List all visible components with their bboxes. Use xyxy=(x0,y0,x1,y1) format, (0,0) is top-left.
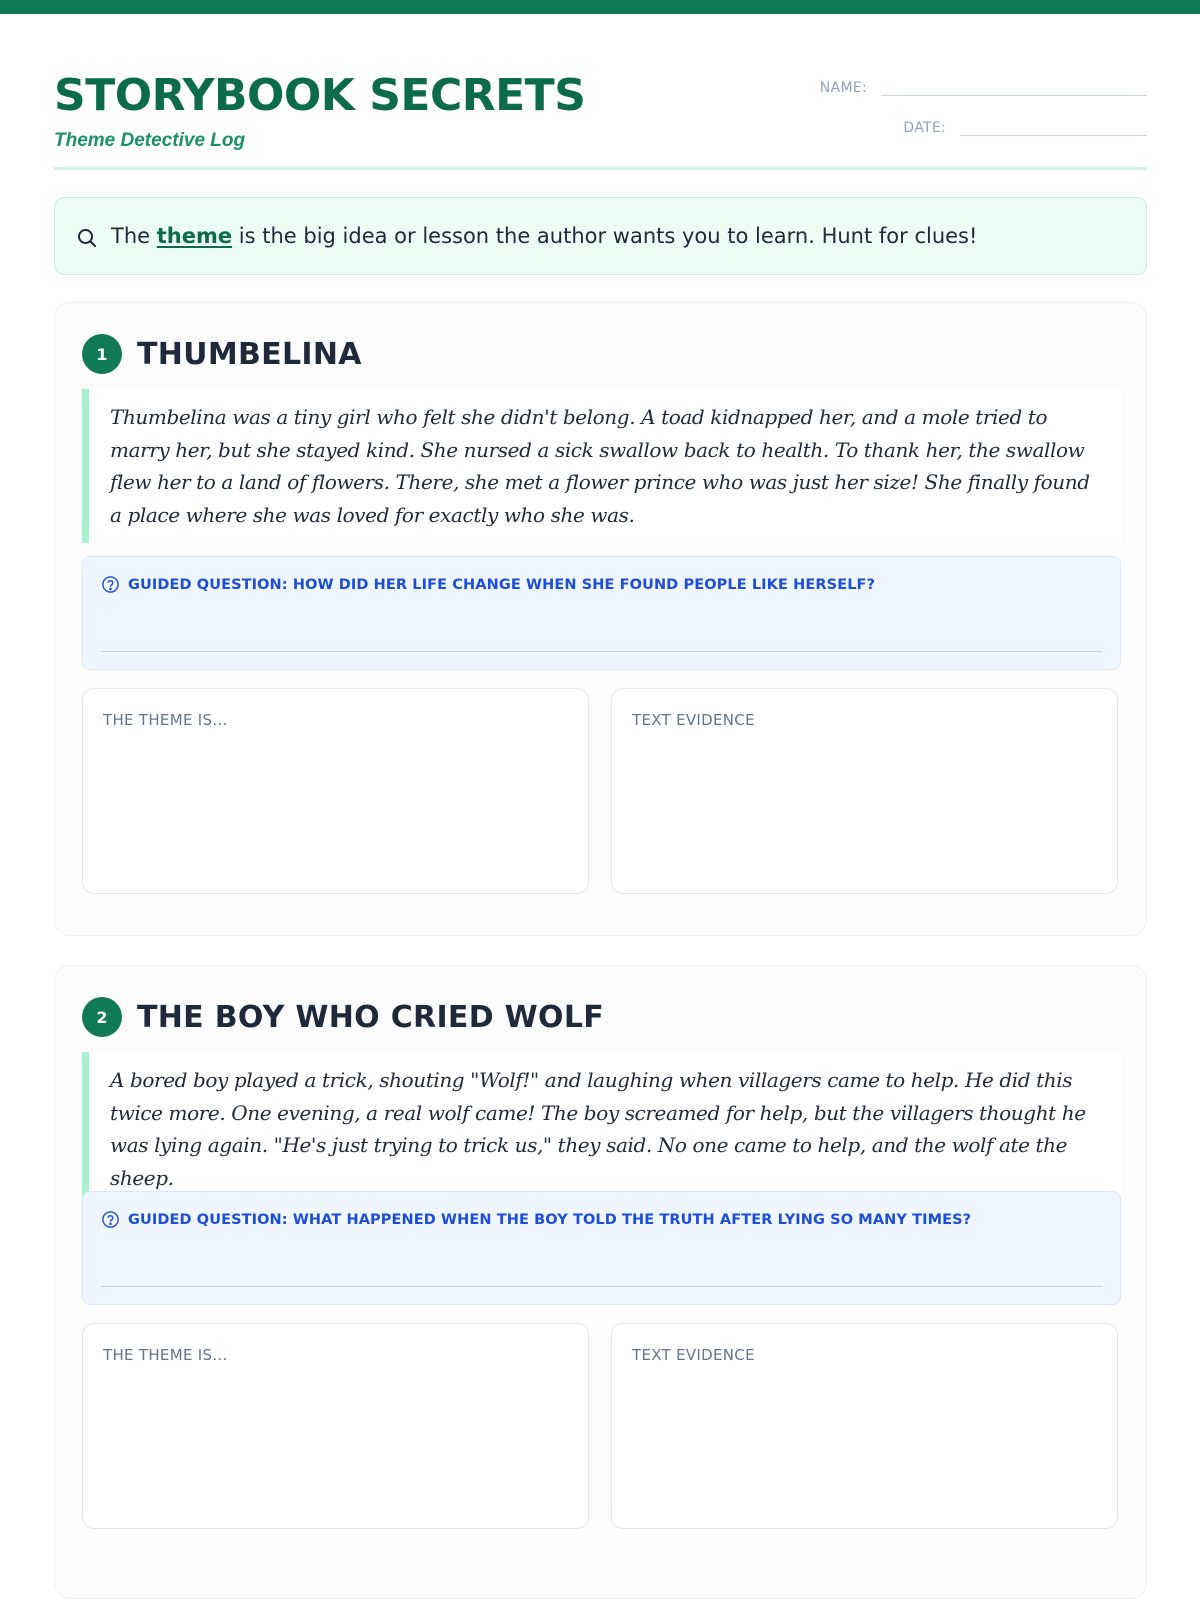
passage-text: A bored boy played a trick, shouting "Wolf!" and laughing when villagers came to help. He did this twice more. One evening, a real wolf came! The boy screamed for help, but the villagers thought he was lying again. "He's just trying to trick us," they said. No one came to help, and the wolf ate the sheep. xyxy=(110,1068,1086,1190)
date-field[interactable] xyxy=(903,114,1147,136)
theme-definition-text xyxy=(111,224,977,248)
answer-line[interactable] xyxy=(101,651,1102,652)
page-title: STORYBOOK SECRETS xyxy=(54,70,586,121)
guided-question-text: GUIDED QUESTION: WHAT HAPPENED WHEN THE BOY TOLD THE TRUTH AFTER LYING SO MANY TIMES? xyxy=(128,1211,972,1228)
story-heading xyxy=(82,334,362,374)
story-passage xyxy=(82,389,1121,543)
passage-text: Thumbelina was a tiny girl who felt she didn't belong. A toad kidnapped her, and a mole tried to marry her, but she stayed kind. She nursed a sick swallow back to health. To thank her, the swallow flew her to a land of flowers. There, she met a flower prince who was just her size! She finally found a place where she was loved for exactly who she was. xyxy=(110,405,1090,527)
story-card-2 xyxy=(54,965,1147,1599)
page-header xyxy=(54,68,1147,170)
guided-question-box[interactable] xyxy=(82,556,1121,670)
guided-question-row xyxy=(101,575,875,594)
page-subtitle: Theme Detective Log xyxy=(54,130,246,151)
question-circle-icon xyxy=(101,1210,120,1229)
text-evidence-box[interactable] xyxy=(611,688,1118,894)
intro-prefix: The xyxy=(111,224,157,248)
date-label: DATE: xyxy=(903,120,946,136)
intro-suffix: is the big idea or lesson the author wants you to learn. Hunt for clues! xyxy=(232,224,978,248)
story-title: THUMBELINA xyxy=(137,336,362,372)
theme-box-label: THE THEME IS... xyxy=(103,1346,228,1364)
story-heading xyxy=(82,997,604,1037)
date-input-line[interactable] xyxy=(960,114,1147,136)
theme-box-label: THE THEME IS... xyxy=(103,711,228,729)
guided-question-text: GUIDED QUESTION: HOW DID HER LIFE CHANGE WHEN SHE FOUND PEOPLE LIKE HERSELF? xyxy=(128,576,876,593)
name-field[interactable] xyxy=(820,74,1147,96)
name-label: NAME: xyxy=(819,80,867,96)
evidence-box-label: TEXT EVIDENCE xyxy=(632,1346,755,1364)
story-passage xyxy=(82,1052,1121,1206)
story-card-1 xyxy=(54,302,1147,936)
top-accent-bar xyxy=(0,0,1200,14)
answer-line[interactable] xyxy=(101,1286,1102,1287)
story-title: THE BOY WHO CRIED WOLF xyxy=(137,999,605,1035)
question-circle-icon xyxy=(101,575,120,594)
theme-definition-callout xyxy=(54,197,1147,275)
evidence-box-label: TEXT EVIDENCE xyxy=(632,711,755,729)
story-number-badge: 2 xyxy=(82,997,122,1037)
name-input-line[interactable] xyxy=(881,74,1147,96)
guided-question-row xyxy=(101,1210,971,1229)
guided-question-box[interactable] xyxy=(82,1191,1121,1305)
theme-answer-box[interactable] xyxy=(82,688,589,894)
search-icon xyxy=(75,226,99,250)
story-number-badge: 1 xyxy=(82,334,122,374)
theme-keyword: theme xyxy=(156,224,233,248)
text-evidence-box[interactable] xyxy=(611,1323,1118,1529)
theme-answer-box[interactable] xyxy=(82,1323,589,1529)
